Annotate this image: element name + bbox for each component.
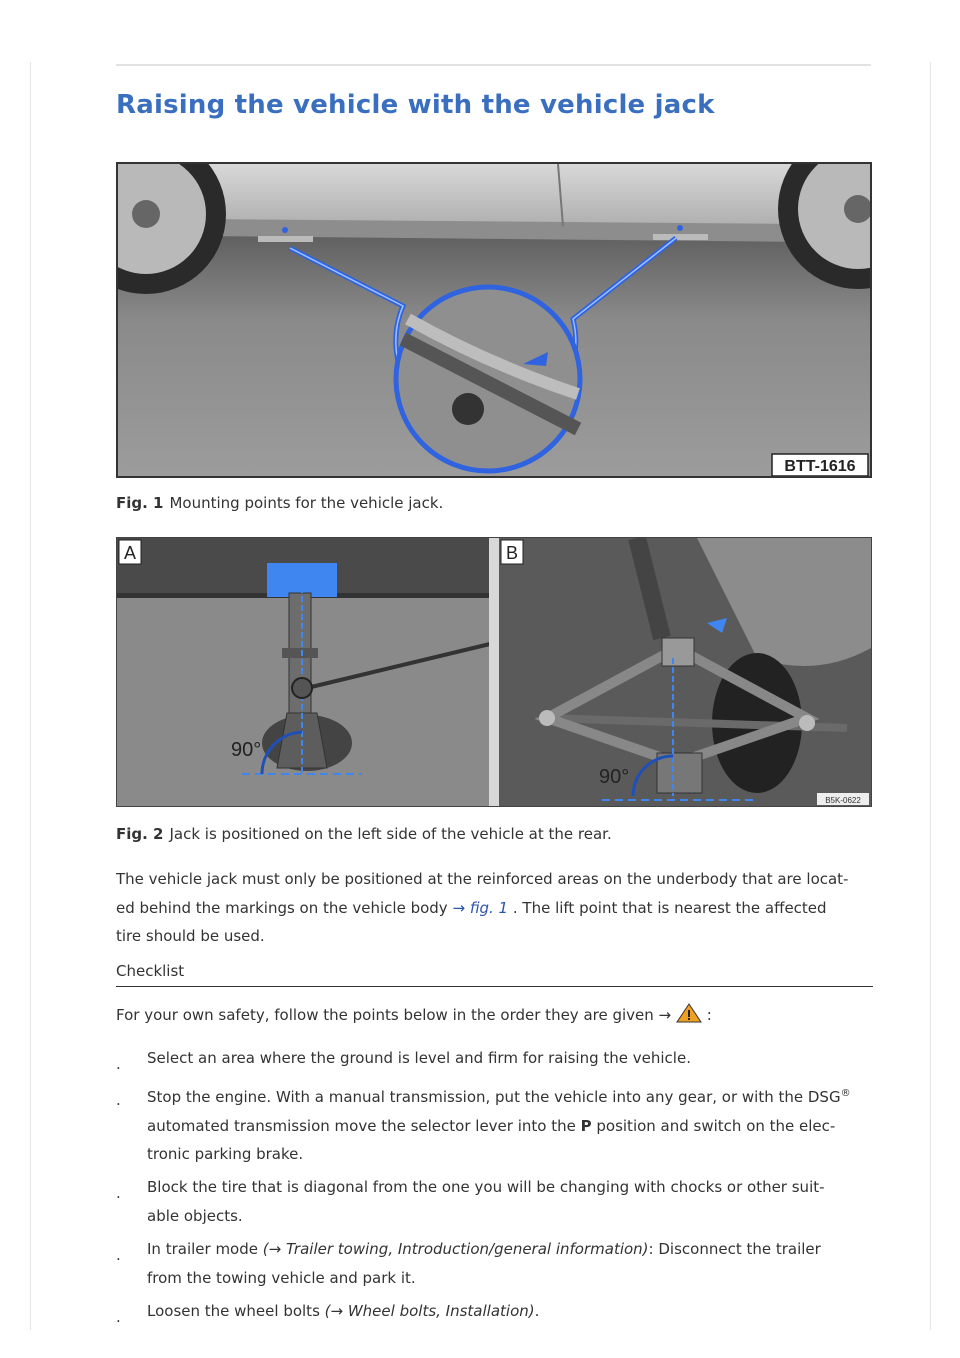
figure-2-caption	[116, 825, 612, 843]
figure-2-caption-text: Jack is positioned on the left side of the vehicle at the rear.	[169, 825, 612, 843]
checklist-item-text	[147, 1080, 876, 1112]
checklist-item-text	[147, 1235, 876, 1264]
checklist-rule	[116, 986, 873, 987]
arrow-icon: →	[452, 898, 466, 917]
safety-note	[116, 1001, 876, 1033]
intro-line-3: tire should be used.	[116, 927, 265, 945]
panel-a-label: A	[123, 543, 137, 563]
checklist-item	[116, 1080, 876, 1169]
bullet: .	[116, 1308, 121, 1326]
page-title: Raising the vehicle with the vehicle jack	[116, 90, 715, 120]
angle-b-label: 90°	[599, 766, 630, 788]
item-line-2-tail: position and switch on the elec-	[591, 1116, 836, 1135]
figure-2-caption-label: Fig. 2	[116, 825, 164, 843]
checklist-item-line-3: tronic parking brake.	[147, 1145, 304, 1163]
checklist-item	[116, 1044, 876, 1073]
angle-a-label: 90°	[231, 739, 262, 761]
wheel-bolts-link[interactable]: (→ Wheel bolts, Installation)	[324, 1302, 535, 1320]
item-line-1: In trailer mode	[147, 1240, 263, 1258]
figure-1-code: BTT-1616	[784, 458, 856, 475]
item-line-2: automated transmission move the selector lever into the	[147, 1116, 581, 1135]
checklist-item-line-2: able objects.	[147, 1206, 243, 1225]
item-line-1: Stop the engine. With a manual transmission, put the vehicle into any gear, or with the DSG	[147, 1088, 841, 1106]
checklist-item-line-2: from the towing vehicle and park it.	[147, 1268, 416, 1287]
intro-line-1: The vehicle jack must only be positioned at the reinforced areas on the underbody that are locat-	[116, 870, 849, 888]
gear-position-p: P	[580, 1116, 592, 1135]
warning-icon[interactable]	[676, 1003, 702, 1033]
right-margin-line	[930, 62, 931, 1330]
bullet: .	[116, 1091, 121, 1109]
registered-mark: ®	[840, 1088, 851, 1099]
checklist-item-text: Block the tire that is diagonal from the one you will be changing with chocks or other suit-	[147, 1178, 825, 1196]
intro-line-2	[116, 894, 876, 923]
figure-1-caption-label: Fig. 1	[116, 494, 164, 512]
figure-2-code: B5K-0622	[825, 796, 861, 805]
intro-line-2-tail: . The lift point that is nearest the affected	[508, 898, 827, 917]
intro-line-2-text: ed behind the markings on the vehicle body	[116, 898, 453, 917]
trailer-towing-link[interactable]: (→ Trailer towing, Introduction/general information)	[262, 1240, 649, 1258]
item-line-1-tail: .	[534, 1302, 540, 1320]
arrow-icon: →	[658, 1006, 672, 1024]
fig-1-link[interactable]: fig. 1	[469, 898, 509, 917]
checklist-heading: Checklist	[116, 962, 185, 980]
item-line-1: Loosen the wheel bolts	[147, 1302, 325, 1320]
checklist-item	[116, 1235, 876, 1292]
intro-paragraph	[116, 865, 876, 951]
figure-1-caption-text: Mounting points for the vehicle jack.	[169, 494, 444, 512]
figure-2-image	[116, 537, 872, 807]
top-rule	[116, 64, 871, 66]
bullet: .	[116, 1055, 121, 1073]
figure-1-image	[116, 162, 872, 478]
safety-text: For your own safety, follow the points below in the order they are given	[116, 1006, 659, 1024]
checklist-item-line-2	[147, 1112, 876, 1141]
bullet: .	[116, 1184, 121, 1202]
checklist-item	[116, 1173, 876, 1230]
checklist-item	[116, 1297, 876, 1326]
checklist-item-text	[147, 1297, 876, 1326]
checklist-item-text: Select an area where the ground is level and firm for raising the vehicle.	[147, 1049, 691, 1067]
safety-colon: :	[706, 1006, 712, 1024]
figure-1-caption	[116, 494, 443, 512]
item-line-1-tail: : Disconnect the trailer	[648, 1240, 821, 1258]
left-margin-line	[30, 62, 31, 1330]
bullet: .	[116, 1246, 121, 1264]
panel-b-label: B	[505, 543, 519, 563]
